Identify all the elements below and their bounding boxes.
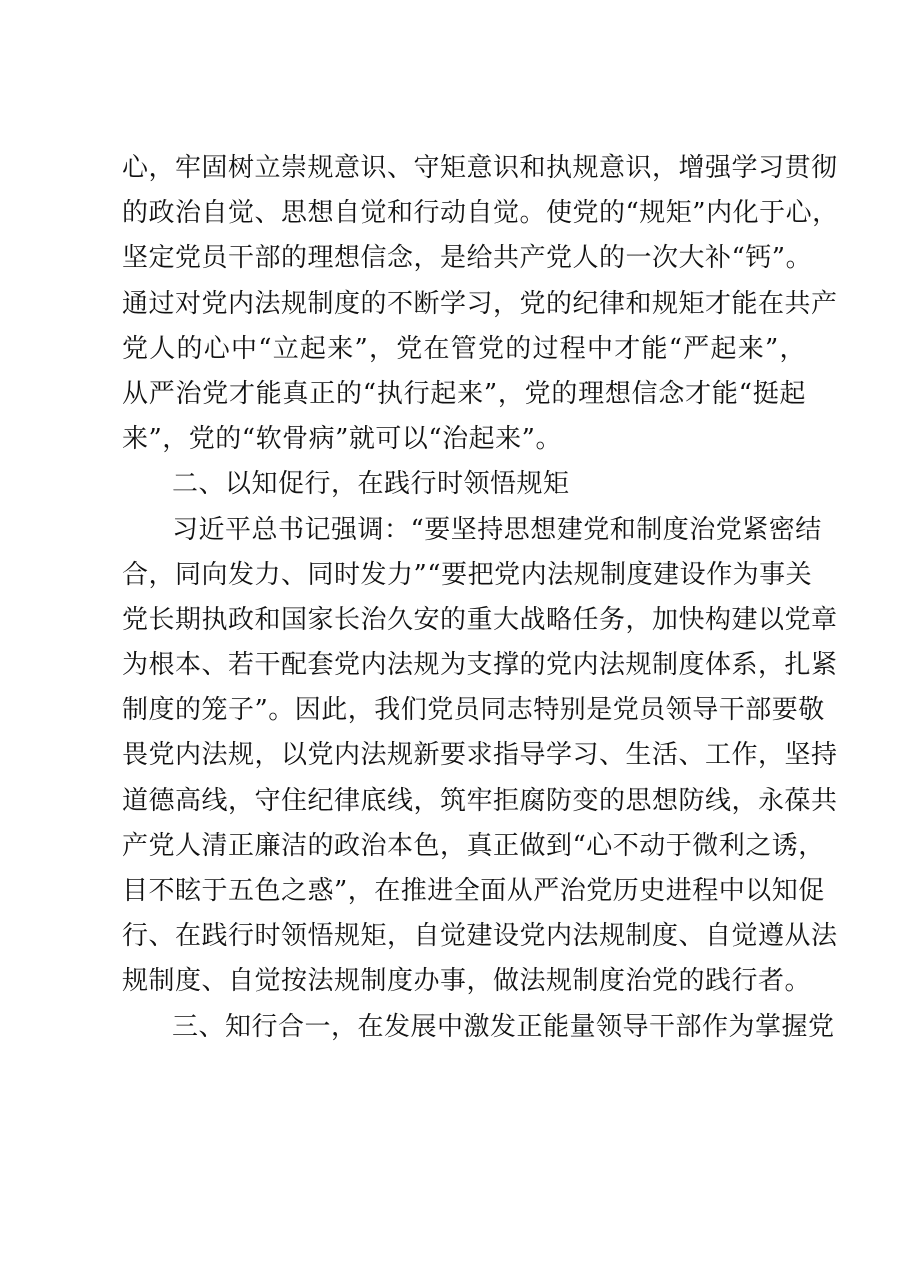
paragraph-2-line: 目不眩于五色之惑”，在推进全面从严治党历史进程中以知促 xyxy=(122,876,825,906)
paragraph-2-line: 党长期执政和国家长治久安的重大战略任务，加快构建以党章 xyxy=(122,604,838,635)
paragraph-2-line: 规制度、自觉按法规制度办事，做法规制度治党的践行者。 xyxy=(122,966,812,997)
paragraph-2-line: 产党人清正廉洁的政治本色，真正做到“心不动于微利之诱， xyxy=(122,830,825,861)
paragraph-2-line: 合，同向发力、同时发力”“要把党内法规制度建设作为事关 xyxy=(122,559,813,590)
paragraph-1-line: 从严治党才能真正的“执行起来”，党的理想信念才能“挺起 xyxy=(122,378,806,409)
paragraph-1-line: 的政治自觉、思想自觉和行动自觉。使党的“规矩”内化于心， xyxy=(122,198,839,229)
paragraph-1-line: 党人的心中“立起来”，党在管党的过程中才能“严起来”， xyxy=(122,333,806,364)
paragraph-2-line: 道德高线，守住纪律底线，筑牢拒腐防变的思想防线，永葆共 xyxy=(122,785,838,816)
paragraph-2-line: 制度的笼子”。因此，我们党员同志特别是党员领导干部要敬 xyxy=(122,695,825,726)
paragraph-1-line: 通过对党内法规制度的不断学习，党的纪律和规矩才能在共产 xyxy=(122,288,838,319)
section-heading-3: 三、知行合一，在发展中激发正能量领导干部作为掌握党 xyxy=(172,1011,835,1042)
paragraph-2-line: 习近平总书记强调：“要坚持思想建党和制度治党紧密结 xyxy=(172,514,822,545)
paragraph-2 xyxy=(122,508,838,1005)
section-heading-2: 二、以知促行，在践行时领悟规矩 xyxy=(172,469,570,500)
paragraph-1 xyxy=(122,146,839,462)
paragraph-2-line: 为根本、若干配套党内法规为支撑的党内法规制度体系，扎紧 xyxy=(122,650,838,681)
paragraph-1-line: 来”，党的“软骨病”就可以“治起来”。 xyxy=(122,424,562,455)
paragraph-2-line: 行、在践行时领悟规矩，自觉建设党内法规制度、自觉遵从法 xyxy=(122,921,838,952)
document-body xyxy=(122,146,839,1050)
paragraph-1-line: 心，牢固树立崇规意识、守矩意识和执规意识，增强学习贯彻 xyxy=(122,153,838,183)
paragraph-2-line: 畏党内法规，以党内法规新要求指导学习、生活、工作，坚持 xyxy=(122,740,838,771)
paragraph-1-line: 坚定党员干部的理想信念，是给共产党人的一次大补“钙”。 xyxy=(122,243,813,274)
